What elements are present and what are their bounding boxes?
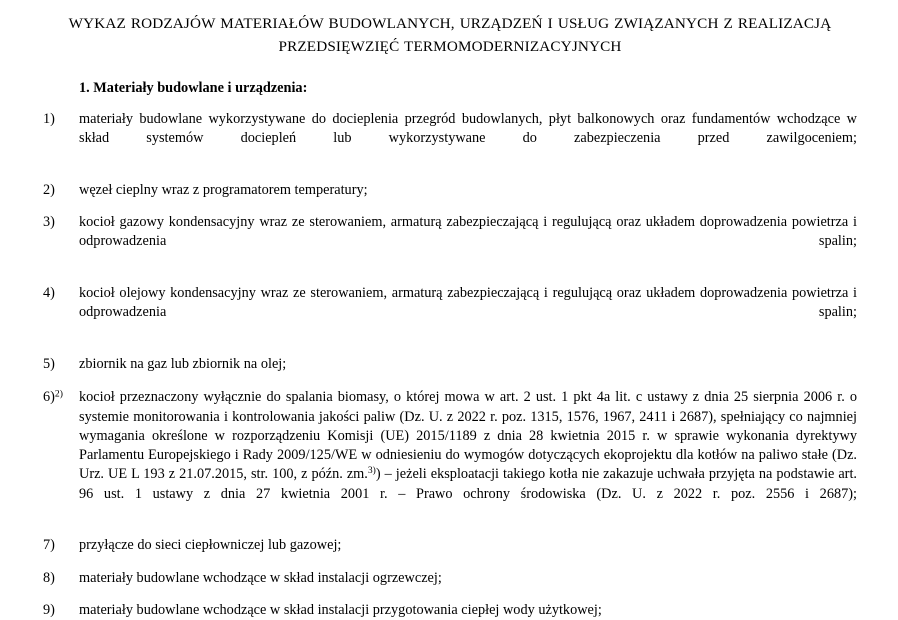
list-item-marker: 9) bbox=[43, 601, 55, 618]
list-item-marker: 5) bbox=[43, 355, 55, 372]
list-item-text: kocioł olejowy kondensacyjny wraz ze sterowaniem, armaturą zabezpieczającą i regulującą oraz układem doprowadzenia powietrza i odprowadzenia spalin; bbox=[79, 285, 857, 321]
list-item-marker: 2) bbox=[43, 181, 55, 198]
list-item-text: materiały budowlane wykorzystywane do docieplenia przegród budowlanych, płyt balkonowych oraz fundamentów wchodzące w skład systemów dociepleń lub wykorzystywane do zabezpieczenia przed zawilgoceniem; bbox=[79, 111, 857, 147]
list-item bbox=[43, 601, 857, 620]
list-item-text: kocioł gazowy kondensacyjny wraz ze sterowaniem, armaturą zabezpieczającą i regulującą oraz układem doprowadzenia powietrza i odprowadzenia spalin; bbox=[79, 214, 857, 250]
list-item bbox=[43, 181, 857, 200]
list-item bbox=[43, 284, 857, 342]
list-item-marker: 4) bbox=[43, 285, 55, 302]
list-item bbox=[43, 110, 857, 168]
list-item bbox=[43, 536, 857, 555]
list-item-text-part-1: kocioł przeznaczony wyłącznie do spalania biomasy, o której mowa w art. 2 ust. 1 pkt 4a lit. c ustawy z dnia 25 sierpnia 2006 r. o systemie monitorowania i kontrolowania jakości paliw (Dz. U. z 2022 r. poz. 1315, 1576, 1967, 2411 i 2687), spełniający co najmniej wymagania określone w rozporządzeniu Komisji (UE) 2015/1189 z dnia 28 kwietnia 2015 r. w sprawie wykonania dyrektywy Parlamentu Europejskiego i Rady 2009/125/WE w odniesieniu do wymogów dotyczących ekoprojektu dla kotłów na paliwo stałe (Dz. Urz. UE L 193 z 21.07.2015, str. 100, z późn. zm. bbox=[79, 389, 857, 483]
list-item-text: przyłącze do sieci ciepłowniczej lub gazowej; bbox=[79, 537, 342, 554]
list-item bbox=[43, 569, 857, 588]
list-item-marker: 3) bbox=[43, 214, 55, 231]
list-item-marker bbox=[43, 388, 73, 407]
list-item-text: węzeł cieplny wraz z programatorem temperatury; bbox=[79, 181, 368, 198]
numbered-item-list bbox=[43, 110, 857, 620]
list-item-text bbox=[79, 388, 857, 523]
section-heading: 1. Materiały budowlane i urządzenia: bbox=[79, 80, 308, 96]
list-item-marker: 7) bbox=[43, 537, 55, 554]
page-title-line-1: WYKAZ RODZAJÓW MATERIAŁÓW BUDOWLANYCH, URZĄDZEŃ I USŁUG ZWIĄZANYCH Z REALIZACJĄ bbox=[68, 15, 832, 32]
list-item-marker: 1) bbox=[43, 111, 55, 127]
list-item-text-part-2: ) – jeżeli eksploatacji takiego kotła nie zakazuje uchwała przyjęta na podstawie art. 96 ust. 1 ustawy z dnia 27 kwietnia 2001 r. – Prawo ochrony środowiska (Dz. U. z 2022 r. poz. 2556 i 2687); bbox=[79, 466, 857, 502]
page-title-line-2: PRZEDSIĘWZIĘĆ TERMOMODERNIZACYJNYCH bbox=[278, 37, 622, 55]
list-item-text: zbiornik na gaz lub zbiornik na olej; bbox=[79, 355, 287, 372]
list-item bbox=[43, 388, 857, 523]
list-item-marker: 8) bbox=[43, 569, 55, 586]
footnote-ref-3: 3) bbox=[367, 465, 376, 477]
list-item-text: materiały budowlane wchodzące w skład instalacji ogrzewczej; bbox=[79, 569, 442, 586]
footnote-ref-2: 2) bbox=[54, 388, 63, 400]
page-title bbox=[43, 13, 857, 58]
list-item bbox=[43, 213, 857, 271]
list-item bbox=[43, 355, 857, 374]
list-item-marker-number: 6) bbox=[43, 389, 55, 406]
list-item-text: materiały budowlane wchodzące w skład instalacji przygotowania ciepłej wody użytkowej; bbox=[79, 601, 602, 618]
